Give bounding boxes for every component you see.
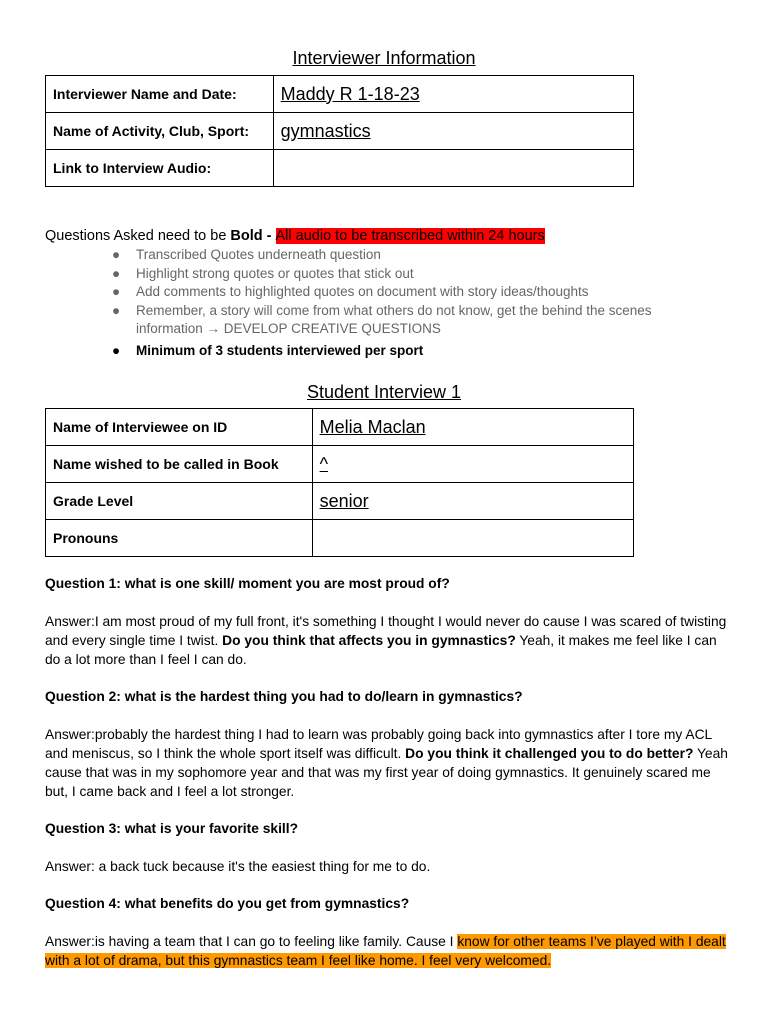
- list-item: [109, 283, 689, 302]
- bullet-icon: ●: [112, 265, 121, 281]
- bullet-text: Transcribed Quotes underneath question: [136, 247, 381, 262]
- bullet-icon: ●: [112, 284, 121, 299]
- table-row: [46, 409, 634, 446]
- instructions-list: [109, 246, 689, 360]
- activity-value[interactable]: gymnastics: [273, 113, 633, 150]
- bullet-text: Add comments to highlighted quotes on document with story ideas/thoughts: [136, 284, 589, 299]
- interviewee-name-label: Name of Interviewee on ID: [46, 409, 313, 446]
- instructions-bold: Bold -: [230, 228, 276, 244]
- bullet-text: Highlight strong quotes or quotes that stick out: [136, 265, 414, 281]
- answer-1: [45, 612, 735, 669]
- answer-4: [45, 932, 735, 970]
- bullet-icon: ●: [112, 302, 121, 318]
- grade-level-label: Grade Level: [46, 483, 313, 520]
- bullet-icon: ●: [112, 342, 121, 358]
- list-item: [109, 342, 689, 361]
- list-item: [109, 302, 689, 339]
- grade-level-value[interactable]: senior: [312, 483, 633, 520]
- table-row: [46, 483, 634, 520]
- bullet-text: Minimum of 3 students interviewed per sport: [136, 342, 424, 358]
- interviewer-info-table: [45, 75, 634, 187]
- bullet-text: Remember, a story will come from what others do not know, get the behind the scenes information → DEVELOP CREATIVE QUESTIONS: [136, 302, 652, 336]
- question-4: Question 4: what benefits do you get from gymnastics?: [45, 896, 410, 911]
- student-info-table: [45, 408, 634, 557]
- interviewer-info-heading: Interviewer Information: [292, 48, 476, 68]
- table-row: [46, 150, 634, 187]
- pronouns-value[interactable]: [312, 520, 633, 557]
- interviewer-name-value[interactable]: Maddy R 1-18-23: [273, 76, 633, 113]
- student-interview-heading: Student Interview 1: [306, 382, 462, 402]
- answer-text: Yeah, it makes me feel like I can do a lot more than I feel I can do.: [45, 633, 717, 667]
- answer-text: Answer:probably the hardest thing I had to learn was probably going back into gymnastics after I tore my ACL and meniscus, so I think the whole sport itself was difficult.: [45, 727, 712, 761]
- preferred-name-label: Name wished to be called in Book: [46, 446, 313, 483]
- table-row: [46, 520, 634, 557]
- table-row: [46, 446, 634, 483]
- answer-3: Answer: a back tuck because it's the easiest thing for me to do.: [45, 859, 431, 874]
- instructions-line: [45, 227, 545, 245]
- follow-up-question: Do you think that affects you in gymnastics?: [222, 633, 516, 648]
- instructions-lead: Questions Asked need to be: [45, 228, 231, 244]
- preferred-name-value[interactable]: ^: [312, 446, 633, 483]
- answer-text: Yeah cause that was in my sophomore year and that was my first year of doing gymnastics. It genuinely scared me but, I came back and I feel a lot stronger.: [45, 746, 728, 799]
- bullet-icon: ●: [112, 247, 121, 262]
- interviewer-name-label: Interviewer Name and Date:: [46, 76, 274, 113]
- table-row: [46, 113, 634, 150]
- table-row: [46, 76, 634, 113]
- follow-up-question: Do you think it challenged you to do better?: [405, 746, 694, 761]
- audio-link-value[interactable]: [273, 150, 633, 187]
- answer-text: Answer:is having a team that I can go to feeling like family. Cause I: [45, 934, 458, 949]
- interviewee-name-value[interactable]: Melia Maclan: [312, 409, 633, 446]
- orange-highlight-quote: know for other teams I’ve played with I dealt with a lot of drama, but this gymnastics team I feel like home. I feel very welcomed.: [45, 934, 726, 968]
- list-item: [109, 246, 689, 265]
- activity-label: Name of Activity, Club, Sport:: [46, 113, 274, 150]
- red-highlight-note: All audio to be transcribed within 24 hours: [275, 228, 545, 244]
- question-2: Question 2: what is the hardest thing you had to do/learn in gymnastics?: [45, 689, 523, 704]
- audio-link-label: Link to Interview Audio:: [46, 150, 274, 187]
- question-3: Question 3: what is your favorite skill?: [45, 821, 298, 836]
- pronouns-label: Pronouns: [46, 520, 313, 557]
- answer-2: [45, 725, 735, 801]
- answer-text: Answer:I am most proud of my full front, it's something I thought I would never do cause I was scared of twisting and every single time I twist.: [45, 614, 727, 648]
- question-1: Question 1: what is one skill/ moment you are most proud of?: [45, 576, 450, 591]
- list-item: [109, 265, 689, 284]
